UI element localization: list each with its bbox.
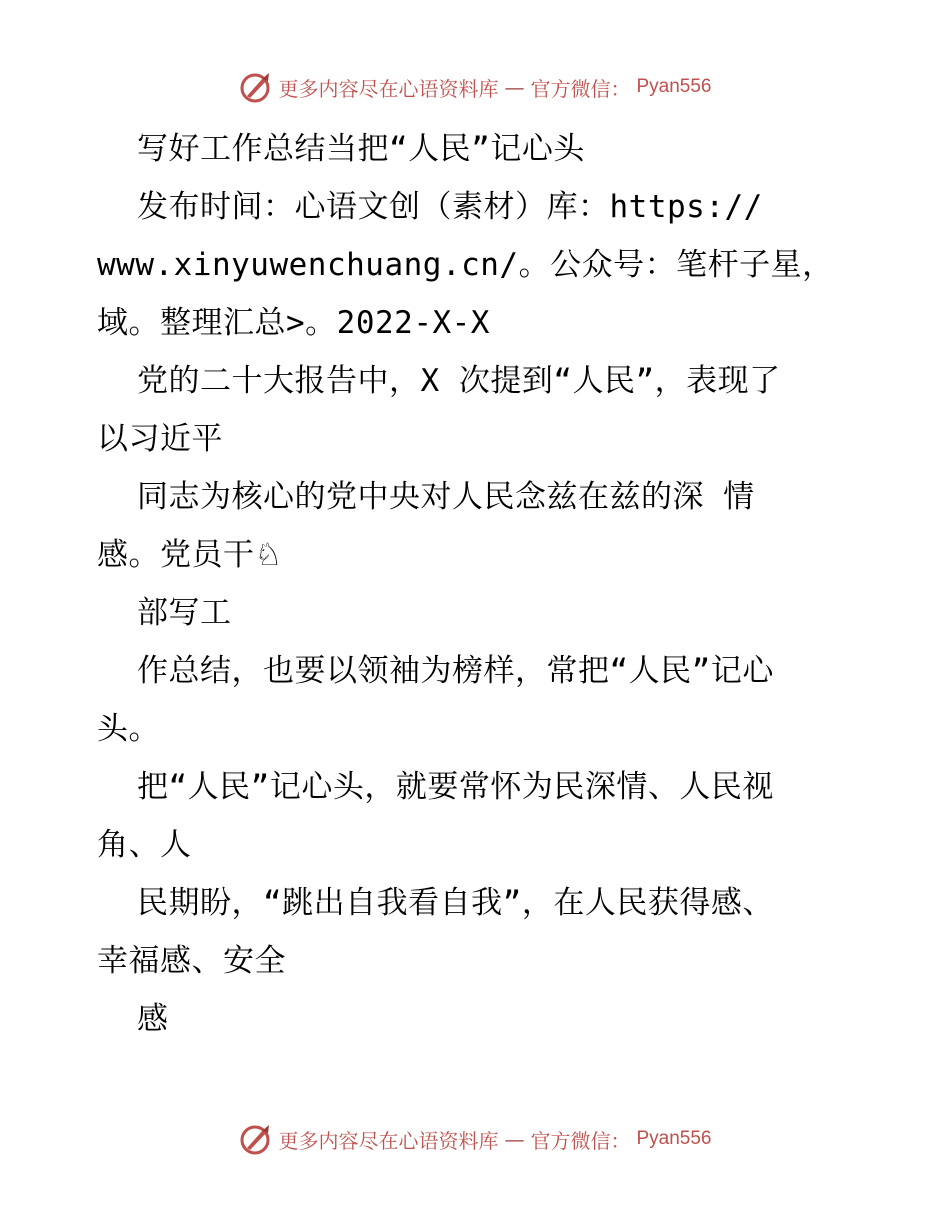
- text-line: [97, 236, 887, 294]
- text-line-content: 角、人: [97, 827, 192, 863]
- text-line: [97, 990, 887, 1048]
- page-header-banner: [0, 70, 950, 104]
- header-brand-text: 更多内容尽在心语资料库: [278, 76, 499, 101]
- text-line: [97, 758, 887, 816]
- text-line: [97, 584, 887, 642]
- text-line-content: 头。: [97, 711, 160, 747]
- text-line-content: 部写工: [137, 595, 232, 631]
- text-line-content: 以习近平: [97, 421, 223, 457]
- text-line-content: 民期盼，“跳出自我看自我”，在人民获得感、: [137, 885, 774, 921]
- text-line: [97, 932, 887, 990]
- text-line: [97, 642, 887, 700]
- header-separator: —: [504, 75, 525, 99]
- text-line-content: 发布时间：心语文创（素材）库：https://: [137, 189, 763, 225]
- text-line-content: 写好工作总结当把“人民”记心头: [137, 131, 585, 167]
- text-line: [97, 178, 887, 236]
- text-line: [97, 410, 887, 468]
- text-line-content: 幸福感、安全: [97, 943, 286, 979]
- text-line-content: 把“人民”记心头，就要常怀为民深情、人民视: [137, 769, 774, 805]
- text-line: [97, 816, 887, 874]
- footer-contact-label: 官方微信：: [530, 1128, 631, 1153]
- text-line: [97, 352, 887, 410]
- page-footer-banner: [0, 1122, 950, 1156]
- text-line-content: 感。党员干: [97, 537, 255, 573]
- header-contact-label: 官方微信：: [530, 76, 631, 101]
- document-body: [97, 120, 887, 1048]
- text-line-content: 党的二十大报告中，X 次提到“人民”，表现了: [137, 363, 781, 399]
- text-line: [97, 700, 887, 758]
- quill-pen-icon: [238, 1122, 272, 1156]
- text-line: [97, 468, 887, 526]
- text-line-content: 作总结，也要以领袖为榜样，常把“人民”记心: [137, 653, 774, 689]
- text-line-content: www.xinyuwenchuang.cn/。公众号：笔杆子星，: [97, 247, 834, 283]
- text-line: [97, 120, 887, 178]
- text-line-content: 同志为核心的党中央对人民念兹在兹的深 情: [137, 479, 755, 515]
- knight-icon: ♘: [254, 537, 283, 573]
- footer-separator: —: [504, 1127, 525, 1151]
- footer-contact-value: Pyan556: [636, 1128, 712, 1149]
- text-line-content: 感: [137, 1001, 169, 1037]
- quill-pen-icon: [238, 70, 272, 104]
- text-line-content: 域。整理汇总>。2022-X-X: [97, 305, 490, 341]
- text-line: [97, 526, 887, 584]
- header-contact-value: Pyan556: [636, 76, 712, 97]
- text-line: [97, 294, 887, 352]
- text-line: [97, 874, 887, 932]
- footer-brand-text: 更多内容尽在心语资料库: [278, 1128, 499, 1153]
